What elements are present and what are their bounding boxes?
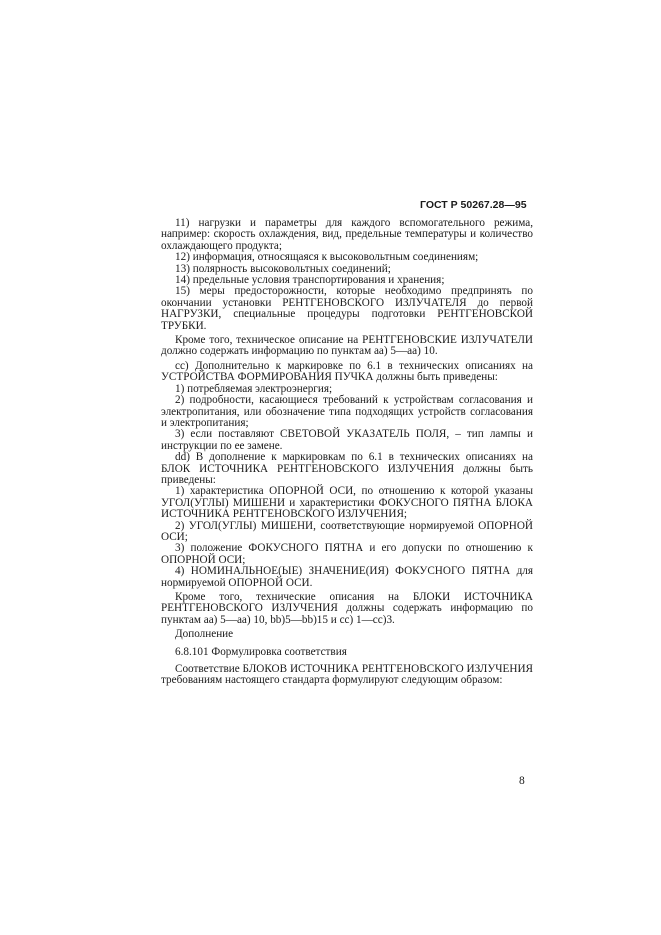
dd-item-3: 3) положение ФОКУСНОГО ПЯТНА и его допуски по отношению к ОПОРНОЙ ОСИ; <box>161 542 533 566</box>
list-item-14: 14) предельные условия транспортирования и хранения; <box>175 274 445 287</box>
cc-item-3: 3) если поставляют СВЕТОВОЙ УКАЗАТЕЛЬ ПОЛЯ, – тип лампы и инструкции по ее замене. <box>161 428 533 452</box>
paragraph-compliance: Соответствие БЛОКОВ ИСТОЧНИКА РЕНТГЕНОВСКОГО ИЗЛУЧЕНИЯ требованиям настоящего стандарта формулируют следующим образом: <box>161 663 533 687</box>
list-item-15: 15) меры предосторожности, которые необходимо предпринять по окончании установки РЕНТГЕНОВСКОГО ИЗЛУЧАТЕЛЯ до первой НАГРУЗКИ, специальные процедуры подготовки РЕНТГЕНОВСКОЙ ТРУБКИ. <box>161 285 533 332</box>
dd-item-4: 4) НОМИНАЛЬНОЕ(ЫЕ) ЗНАЧЕНИЕ(ИЯ) ФОКУСНОГО ПЯТНА для нормируемой ОПОРНОЙ ОСИ. <box>161 565 533 589</box>
dd-item-1: 1) характеристика ОПОРНОЙ ОСИ, по отношению к которой указаны УГОЛ(УГЛЫ) МИШЕНИ и характеристики ФОКУСНОГО ПЯТНА БЛОКА ИСТОЧНИКА РЕНТГЕНОВСКОГО ИЗЛУЧЕНИЯ; <box>161 485 533 521</box>
addition-label: Дополнение <box>175 628 234 641</box>
list-item-11: 11) нагрузки и параметры для каждого вспомогательного режима, например: скорость охлаждения, вид, предельные температуры и количество охлаждающего продукта; <box>161 217 533 252</box>
dd-item-2: 2) УГОЛ(УГЛЫ) МИШЕНИ, соответствующие нормируемой ОПОРНОЙ ОСИ; <box>161 519 533 543</box>
cc-item-2: 2) подробности, касающиеся требований к устройствам согласования и электропитания, или обозначение типа подходящих устройств согласования и электропитания; <box>161 394 533 429</box>
paragraph-dd: dd) В дополнение к маркировкам по 6.1 в технических описаниях на БЛОК ИСТОЧНИКА РЕНТГЕНОВСКОГО ИЗЛУЧЕНИЯ должны быть приведены: <box>161 451 533 486</box>
section-heading-6-8-101: 6.8.101 Формулировка соответствия <box>175 645 347 658</box>
paragraph-emitters-info: Кроме того, техническое описание на РЕНТГЕНОВСКИЕ ИЗЛУЧАТЕЛИ должно содержать информацию по пунктам аа) 5—аа) 10. <box>161 334 533 358</box>
list-item-12: 12) информация, относящаяся к высоковольтным соединениям; <box>175 251 479 264</box>
body-text <box>161 218 533 687</box>
page-number: 8 <box>519 775 525 787</box>
paragraph-blocks-info: Кроме того, технические описания на БЛОКИ ИСТОЧНИКА РЕНТГЕНОВСКОГО ИЗЛУЧЕНИЯ должны содержать информацию по пунктам аа) 5—аа) 10, bb)5—bb)15 и сс) 1—сс)3. <box>161 591 533 626</box>
list-item-13: 13) полярность высоковольтных соединений; <box>175 262 391 275</box>
standard-header: ГОСТ Р 50267.28—95 <box>420 199 527 211</box>
cc-item-1: 1) потребляемая электроэнергия; <box>175 382 333 395</box>
paragraph-cc: сс) Дополнительно к маркировке по 6.1 в технических описаниях на УСТРОЙСТВА ФОРМИРОВАНИЯ ПУЧКА должны быть приведены: <box>161 359 533 384</box>
